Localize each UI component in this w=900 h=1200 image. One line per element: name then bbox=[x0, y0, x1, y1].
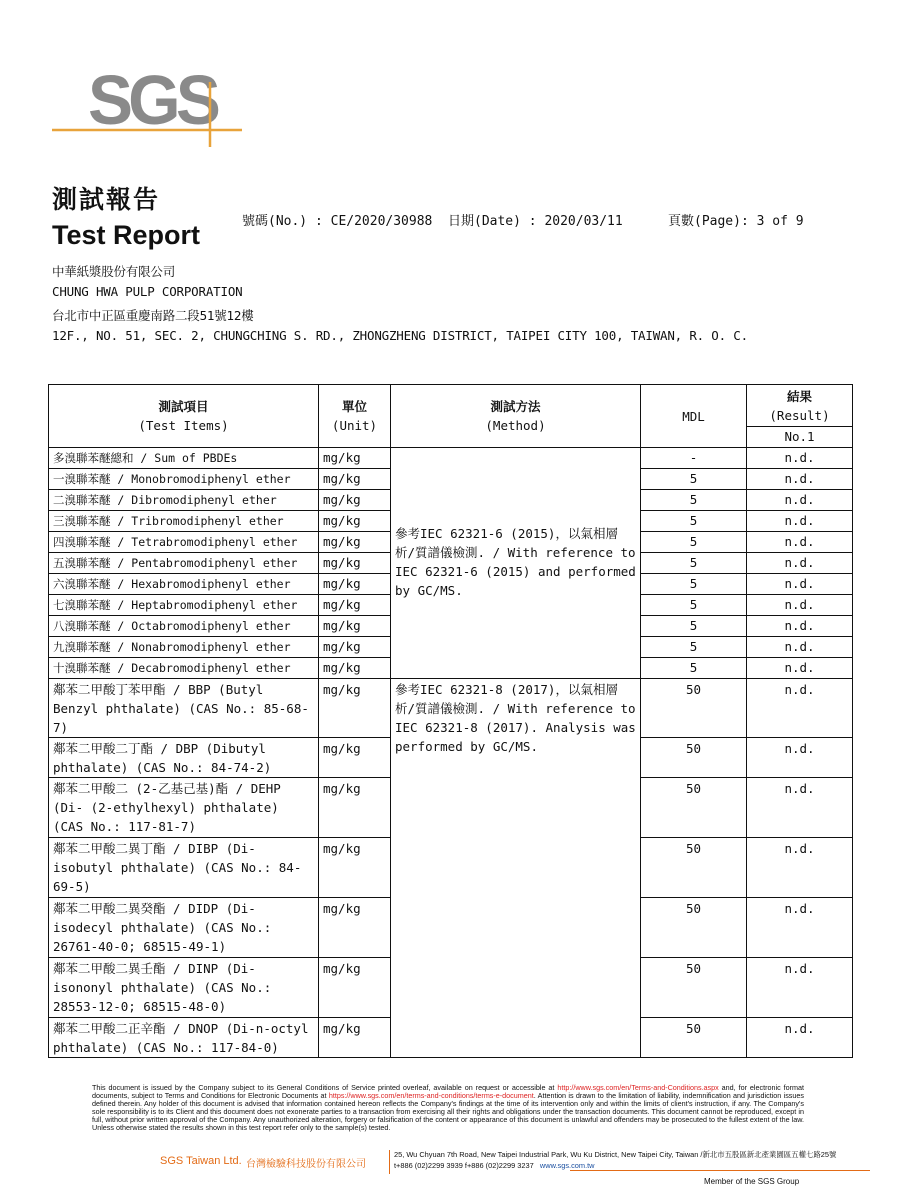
test-item: 鄰苯二甲酸丁苯甲酯 / BBP (Butyl Benzyl phthalate) (CAS No.: 85-68-7) bbox=[49, 679, 319, 738]
header-sample-no: No.1 bbox=[747, 427, 853, 448]
footer-divider bbox=[389, 1150, 390, 1174]
header-method-en: (Method) bbox=[485, 418, 546, 433]
mdl-cell: 5 bbox=[641, 532, 747, 553]
mdl-cell: 5 bbox=[641, 658, 747, 679]
client-address-chinese: 台北市中正區重慶南路二段51號12樓 bbox=[52, 308, 254, 323]
header-unit-cn: 單位 bbox=[341, 399, 367, 414]
mdl-cell: 50 bbox=[641, 778, 747, 838]
result-cell: n.d. bbox=[747, 658, 853, 679]
unit-cell: mg/kg bbox=[319, 469, 391, 490]
page-indicator: 頁數(Page): 3 of 9 bbox=[668, 214, 804, 229]
member-of-sgs-group: Member of the SGS Group bbox=[704, 1177, 800, 1186]
disclaimer-text-2: and, for electronic format documents, subject to Terms and Conditions for Electronic Documents at bbox=[92, 1083, 804, 1100]
mdl-cell: 5 bbox=[641, 616, 747, 637]
result-cell: n.d. bbox=[747, 616, 853, 637]
test-item: 六溴聯苯醚 / Hexabromodiphenyl ether bbox=[49, 574, 319, 595]
mdl-cell: 50 bbox=[641, 838, 747, 898]
disclaimer-text-3: . Attention is drawn to the limitation of liability, indemnification and jurisdiction issues defined therein. Any holder of this document is advised that information contained hereon reflects the Company's findings at the time of its intervention only and within the limits of client's instruction, if any. The Company's sole responsibility is to its Client and this document does not exonerate parties to a transaction from exercising all their rights and obligations under the transaction documents. This document cannot be reproduced, except in full, without prior written approval of the Company. Any unauthorized alteration, forgery or falsification of the content or appearance of this document is unlawful and offenders may be prosecuted to the fullest extent of the law. Unless otherwise stated the results shown in this test report refer only to the sample(s) tested. bbox=[92, 1091, 804, 1132]
unit-cell: mg/kg bbox=[319, 658, 391, 679]
unit-cell: mg/kg bbox=[319, 838, 391, 898]
test-item: 二溴聯苯醚 / Dibromodiphenyl ether bbox=[49, 490, 319, 511]
footer-contact bbox=[394, 1160, 595, 1171]
footer-address: 25, Wu Chyuan 7th Road, New Taipei Industrial Park, Wu Ku District, New Taipei City, Taiwan /新北市五股區新北產業園區五權七路25號 bbox=[394, 1150, 837, 1159]
result-cell: n.d. bbox=[747, 469, 853, 490]
unit-cell: mg/kg bbox=[319, 511, 391, 532]
result-cell: n.d. bbox=[747, 532, 853, 553]
client-address-english: 12F., NO. 51, SEC. 2, CHUNGCHING S. RD., ZHONGZHENG DISTRICT, TAIPEI CITY 100, TAIWAN, R. O. C. bbox=[52, 328, 748, 343]
mdl-cell: 5 bbox=[641, 553, 747, 574]
mdl-cell: 50 bbox=[641, 738, 747, 778]
mdl-cell: 50 bbox=[641, 1018, 747, 1058]
client-name-english: CHUNG HWA PULP CORPORATION bbox=[52, 284, 243, 299]
e-document-terms-link[interactable]: https://www.sgs.com/en/terms-and-conditions/terms-e-document bbox=[328, 1091, 534, 1100]
unit-cell: mg/kg bbox=[319, 958, 391, 1018]
unit-cell: mg/kg bbox=[319, 637, 391, 658]
test-item: 鄰苯二甲酸二異丁酯 / DIBP (Di-isobutyl phthalate) (CAS No.: 84-69-5) bbox=[49, 838, 319, 898]
header-result bbox=[747, 385, 853, 427]
legal-disclaimer bbox=[92, 1084, 804, 1132]
test-item: 鄰苯二甲酸二異癸酯 / DIDP (Di-isodecyl phthalate) (CAS No.: 26761-40-0; 68515-49-1) bbox=[49, 898, 319, 958]
result-cell: n.d. bbox=[747, 778, 853, 838]
header-test-items bbox=[49, 385, 319, 448]
report-title-english: Test Report bbox=[52, 220, 201, 250]
report-date: 日期(Date) : 2020/03/11 bbox=[448, 214, 623, 229]
test-item: 鄰苯二甲酸二正辛酯 / DNOP (Di-n-octyl phthalate) (CAS No.: 117-84-0) bbox=[49, 1018, 319, 1058]
phthalate-method: 參考IEC 62321-8 (2017)，以氣相層析/質譜儀檢測. / With reference to IEC 62321-8 (2017). Analysis was performed by GC/MS. bbox=[391, 679, 641, 1058]
unit-cell: mg/kg bbox=[319, 679, 391, 738]
test-item: 鄰苯二甲酸二丁酯 / DBP (Dibutyl phthalate) (CAS No.: 84-74-2) bbox=[49, 738, 319, 778]
result-cell: n.d. bbox=[747, 679, 853, 738]
footer-rule bbox=[570, 1170, 870, 1171]
test-item: 一溴聯苯醚 / Monobromodiphenyl ether bbox=[49, 469, 319, 490]
header-mdl: MDL bbox=[641, 385, 747, 448]
test-item: 九溴聯苯醚 / Nonabromodiphenyl ether bbox=[49, 637, 319, 658]
test-item: 鄰苯二甲酸二 (2-乙基己基)酯 / DEHP (Di- (2-ethylhexyl) phthalate) (CAS No.: 117-81-7) bbox=[49, 778, 319, 838]
mdl-cell: - bbox=[641, 448, 747, 469]
result-cell: n.d. bbox=[747, 838, 853, 898]
header-unit-en: (Unit) bbox=[331, 418, 378, 433]
result-cell: n.d. bbox=[747, 595, 853, 616]
pbde-method: 參考IEC 62321-6 (2015)，以氣相層析/質譜儀檢測. / With reference to IEC 62321-6 (2015) and performed by GC/MS. bbox=[391, 448, 641, 679]
mdl-cell: 50 bbox=[641, 679, 747, 738]
header-result-en: (Result) bbox=[769, 407, 830, 423]
test-item: 四溴聯苯醚 / Tetrabromodiphenyl ether bbox=[49, 532, 319, 553]
test-item: 鄰苯二甲酸二異壬酯 / DINP (Di-isononyl phthalate) (CAS No.: 28553-12-0; 68515-48-0) bbox=[49, 958, 319, 1018]
result-cell: n.d. bbox=[747, 553, 853, 574]
footer-phone: t+886 (02)2299 3939 f+886 (02)2299 3237 bbox=[394, 1161, 534, 1170]
phthalate-row bbox=[49, 679, 853, 738]
mdl-cell: 5 bbox=[641, 511, 747, 532]
unit-cell: mg/kg bbox=[319, 778, 391, 838]
unit-cell: mg/kg bbox=[319, 898, 391, 958]
mdl-cell: 5 bbox=[641, 490, 747, 511]
sgs-logo bbox=[52, 62, 242, 147]
unit-cell: mg/kg bbox=[319, 532, 391, 553]
result-cell: n.d. bbox=[747, 1018, 853, 1058]
result-cell: n.d. bbox=[747, 958, 853, 1018]
result-cell: n.d. bbox=[747, 898, 853, 958]
unit-cell: mg/kg bbox=[319, 616, 391, 637]
report-title-chinese: 測試報告 bbox=[52, 185, 161, 214]
footer-company-name: SGS Taiwan Ltd. bbox=[160, 1155, 242, 1167]
mdl-cell: 5 bbox=[641, 574, 747, 595]
mdl-cell: 5 bbox=[641, 595, 747, 616]
test-item: 七溴聯苯醚 / Heptabromodiphenyl ether bbox=[49, 595, 319, 616]
header-method-cn: 測試方法 bbox=[490, 399, 541, 414]
unit-cell: mg/kg bbox=[319, 738, 391, 778]
test-item: 三溴聯苯醚 / Tribromodiphenyl ether bbox=[49, 511, 319, 532]
mdl-cell: 50 bbox=[641, 958, 747, 1018]
test-item: 多溴聯苯醚總和 / Sum of PBDEs bbox=[49, 448, 319, 469]
header-unit bbox=[319, 385, 391, 448]
test-item: 十溴聯苯醚 / Decabromodiphenyl ether bbox=[49, 658, 319, 679]
result-cell: n.d. bbox=[747, 448, 853, 469]
unit-cell: mg/kg bbox=[319, 574, 391, 595]
header-test-items-cn: 測試項目 bbox=[158, 399, 209, 414]
result-cell: n.d. bbox=[747, 637, 853, 658]
mdl-cell: 50 bbox=[641, 898, 747, 958]
mdl-cell: 5 bbox=[641, 469, 747, 490]
terms-link[interactable]: http://www.sgs.com/en/Terms-and-Conditions.aspx bbox=[557, 1083, 719, 1092]
results-table bbox=[48, 384, 853, 1058]
header-test-items-en: (Test Items) bbox=[138, 418, 229, 433]
unit-cell: mg/kg bbox=[319, 595, 391, 616]
disclaimer-text-1: This document is issued by the Company subject to its General Conditions of Service printed overleaf, available on request or accessible at bbox=[92, 1083, 558, 1092]
unit-cell: mg/kg bbox=[319, 1018, 391, 1058]
header-result-cn: 結果 bbox=[786, 388, 812, 404]
result-cell: n.d. bbox=[747, 574, 853, 595]
pbde-row bbox=[49, 448, 853, 469]
header-method bbox=[391, 385, 641, 448]
result-cell: n.d. bbox=[747, 490, 853, 511]
client-name-chinese: 中華紙漿股份有限公司 bbox=[52, 264, 176, 279]
mdl-cell: 5 bbox=[641, 637, 747, 658]
unit-cell: mg/kg bbox=[319, 553, 391, 574]
test-item: 五溴聯苯醚 / Pentabromodiphenyl ether bbox=[49, 553, 319, 574]
svg-text:SGS: SGS bbox=[88, 62, 219, 139]
footer-website-link[interactable]: www.sgs.com.tw bbox=[539, 1161, 595, 1170]
result-cell: n.d. bbox=[747, 738, 853, 778]
result-cell: n.d. bbox=[747, 511, 853, 532]
unit-cell: mg/kg bbox=[319, 490, 391, 511]
test-item: 八溴聯苯醚 / Octabromodiphenyl ether bbox=[49, 616, 319, 637]
unit-cell: mg/kg bbox=[319, 448, 391, 469]
report-number: 號碼(No.) : CE/2020/30988 bbox=[242, 214, 433, 229]
footer-company-name-chinese: 台灣檢驗科技股份有限公司 bbox=[246, 1159, 366, 1170]
